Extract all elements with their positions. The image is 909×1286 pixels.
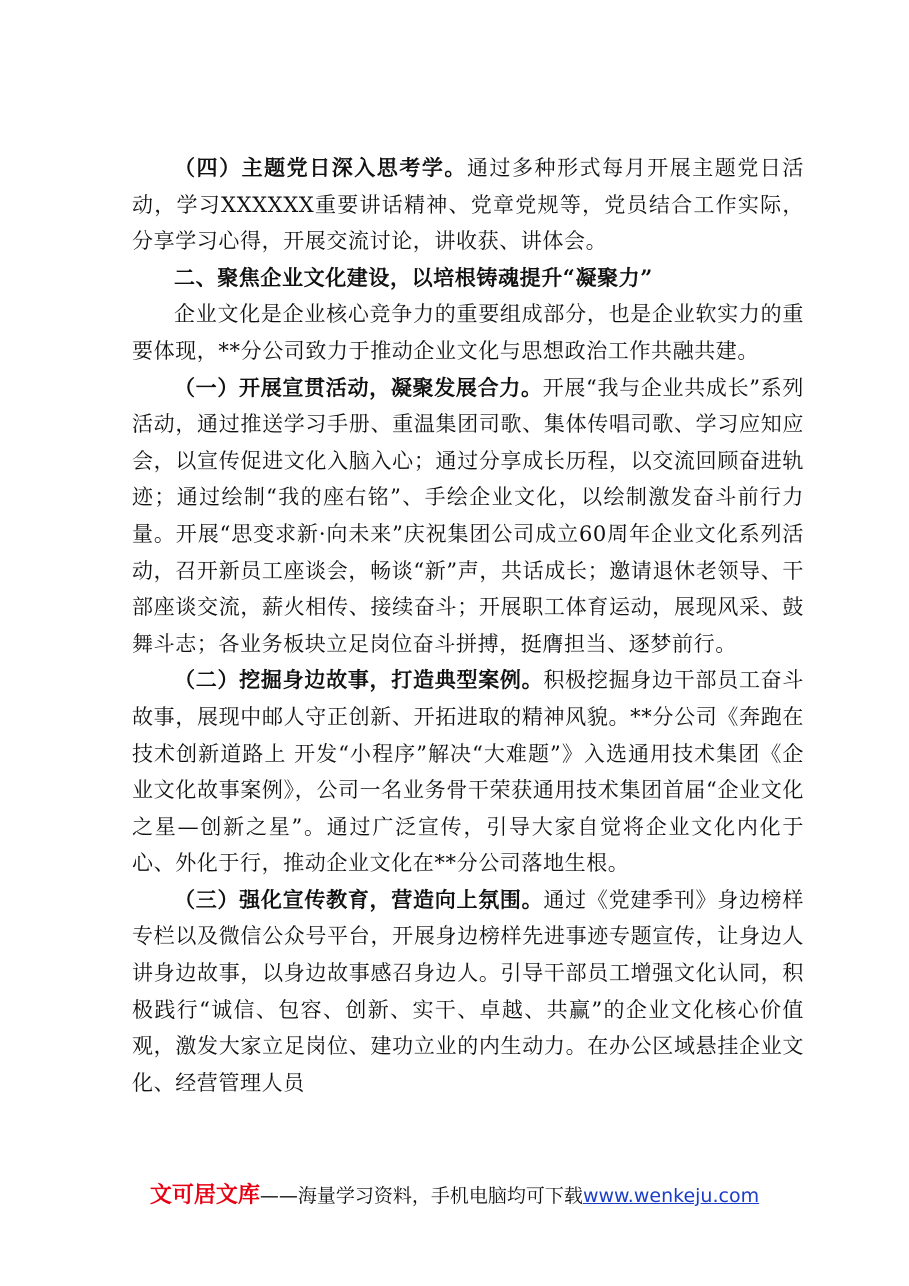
paragraph-text: 开展“我与企业共成长”系列活动，通过推送学习手册、重温集团司歌、集体传唱司歌、学习应知应会，以宣传促进文化入脑入心；通过分享成长历程，以交流回顾奋进轨迹；通过绘制“我的座右铭”、手绘企业文化，以绘制激发奋斗前行力量。开展“思变求新·向未来”庆祝集团公司成立60周年企业文化系列活动，召开新员工座谈会，畅谈“新”声，共话成长；邀请退休老领导、干部座谈交流，薪火相传、接续奋斗；开展职工体育运动，展现风采、鼓舞斗志；各业务板块立足岗位奋斗拼搏，挺膺担当、逐梦前行。 — [132, 375, 804, 656]
paragraph-text: 通过多种形式每月开展主题党日活动，学习XXXXXX重要讲话精神、党章党规等，党员结合工作实际，分享学习心得，开展交流讨论，讲收获、讲体会。 — [132, 156, 804, 254]
paragraph-theme-party-day — [132, 150, 804, 260]
paragraph-lead: （四）主题党日深入思考学。 — [174, 155, 467, 180]
paragraph-culture-intro — [132, 296, 804, 369]
paragraph-text: 积极挖掘身边干部员工奋斗故事，展现中邮人守正创新、开拓进取的精神风貌。**分公司《奔跑在技术创新道路上 开发“小程序”解决“大难题”》入选通用技术集团《企业文化故事案例》，公司一名业务骨干荣获通用技术集团首届“企业文化之星—创新之星”。通过广泛宣传，引导大家自觉将企业文化内化于心、外化于行，推动企业文化在**分公司落地生根。 — [132, 668, 805, 876]
paragraph-lead: （三）强化宣传教育，营造向上氛围。 — [174, 886, 544, 912]
paragraph-lead: （一）开展宣贯活动，凝聚发展合力。 — [174, 374, 543, 400]
paragraph-lead: （二）挖掘身边故事，打造典型案例。 — [174, 667, 544, 693]
footer-tagline: ——海量学习资料，手机电脑均可下载 — [259, 1185, 583, 1207]
paragraph-publicity-education — [132, 882, 804, 1102]
section-heading: 二、聚焦企业文化建设，以培根铸魂提升“凝聚力” — [174, 264, 653, 290]
footer-url-link[interactable]: www.wenkeju.com — [582, 1185, 760, 1207]
paragraph-text: 通过《党建季刊》身边榜样专栏以及微信公众号平台，开展身边榜样先进事迹专题宣传，让身边人讲身边故事，以身边故事感召身边人。引导干部员工增强文化认同，积极践行“诚信、包容、创新、实干、卓越、共赢”的企业文化核心价值观，激发大家立足岗位、建功立业的内生动力。在办公区域悬挂企业文化、经营管理人员 — [132, 887, 805, 1095]
paragraph-typical-cases — [132, 662, 804, 882]
footer-watermark — [0, 1182, 909, 1210]
footer-brand: 文可居文库 — [149, 1183, 260, 1208]
paragraph-promotion-activities — [132, 370, 804, 663]
paragraph-text: 企业文化是企业核心竞争力的重要组成部分，也是企业软实力的重要体现，**分公司致力于推动企业文化与思想政治工作共融共建。 — [132, 302, 804, 363]
document-body — [132, 150, 804, 1101]
